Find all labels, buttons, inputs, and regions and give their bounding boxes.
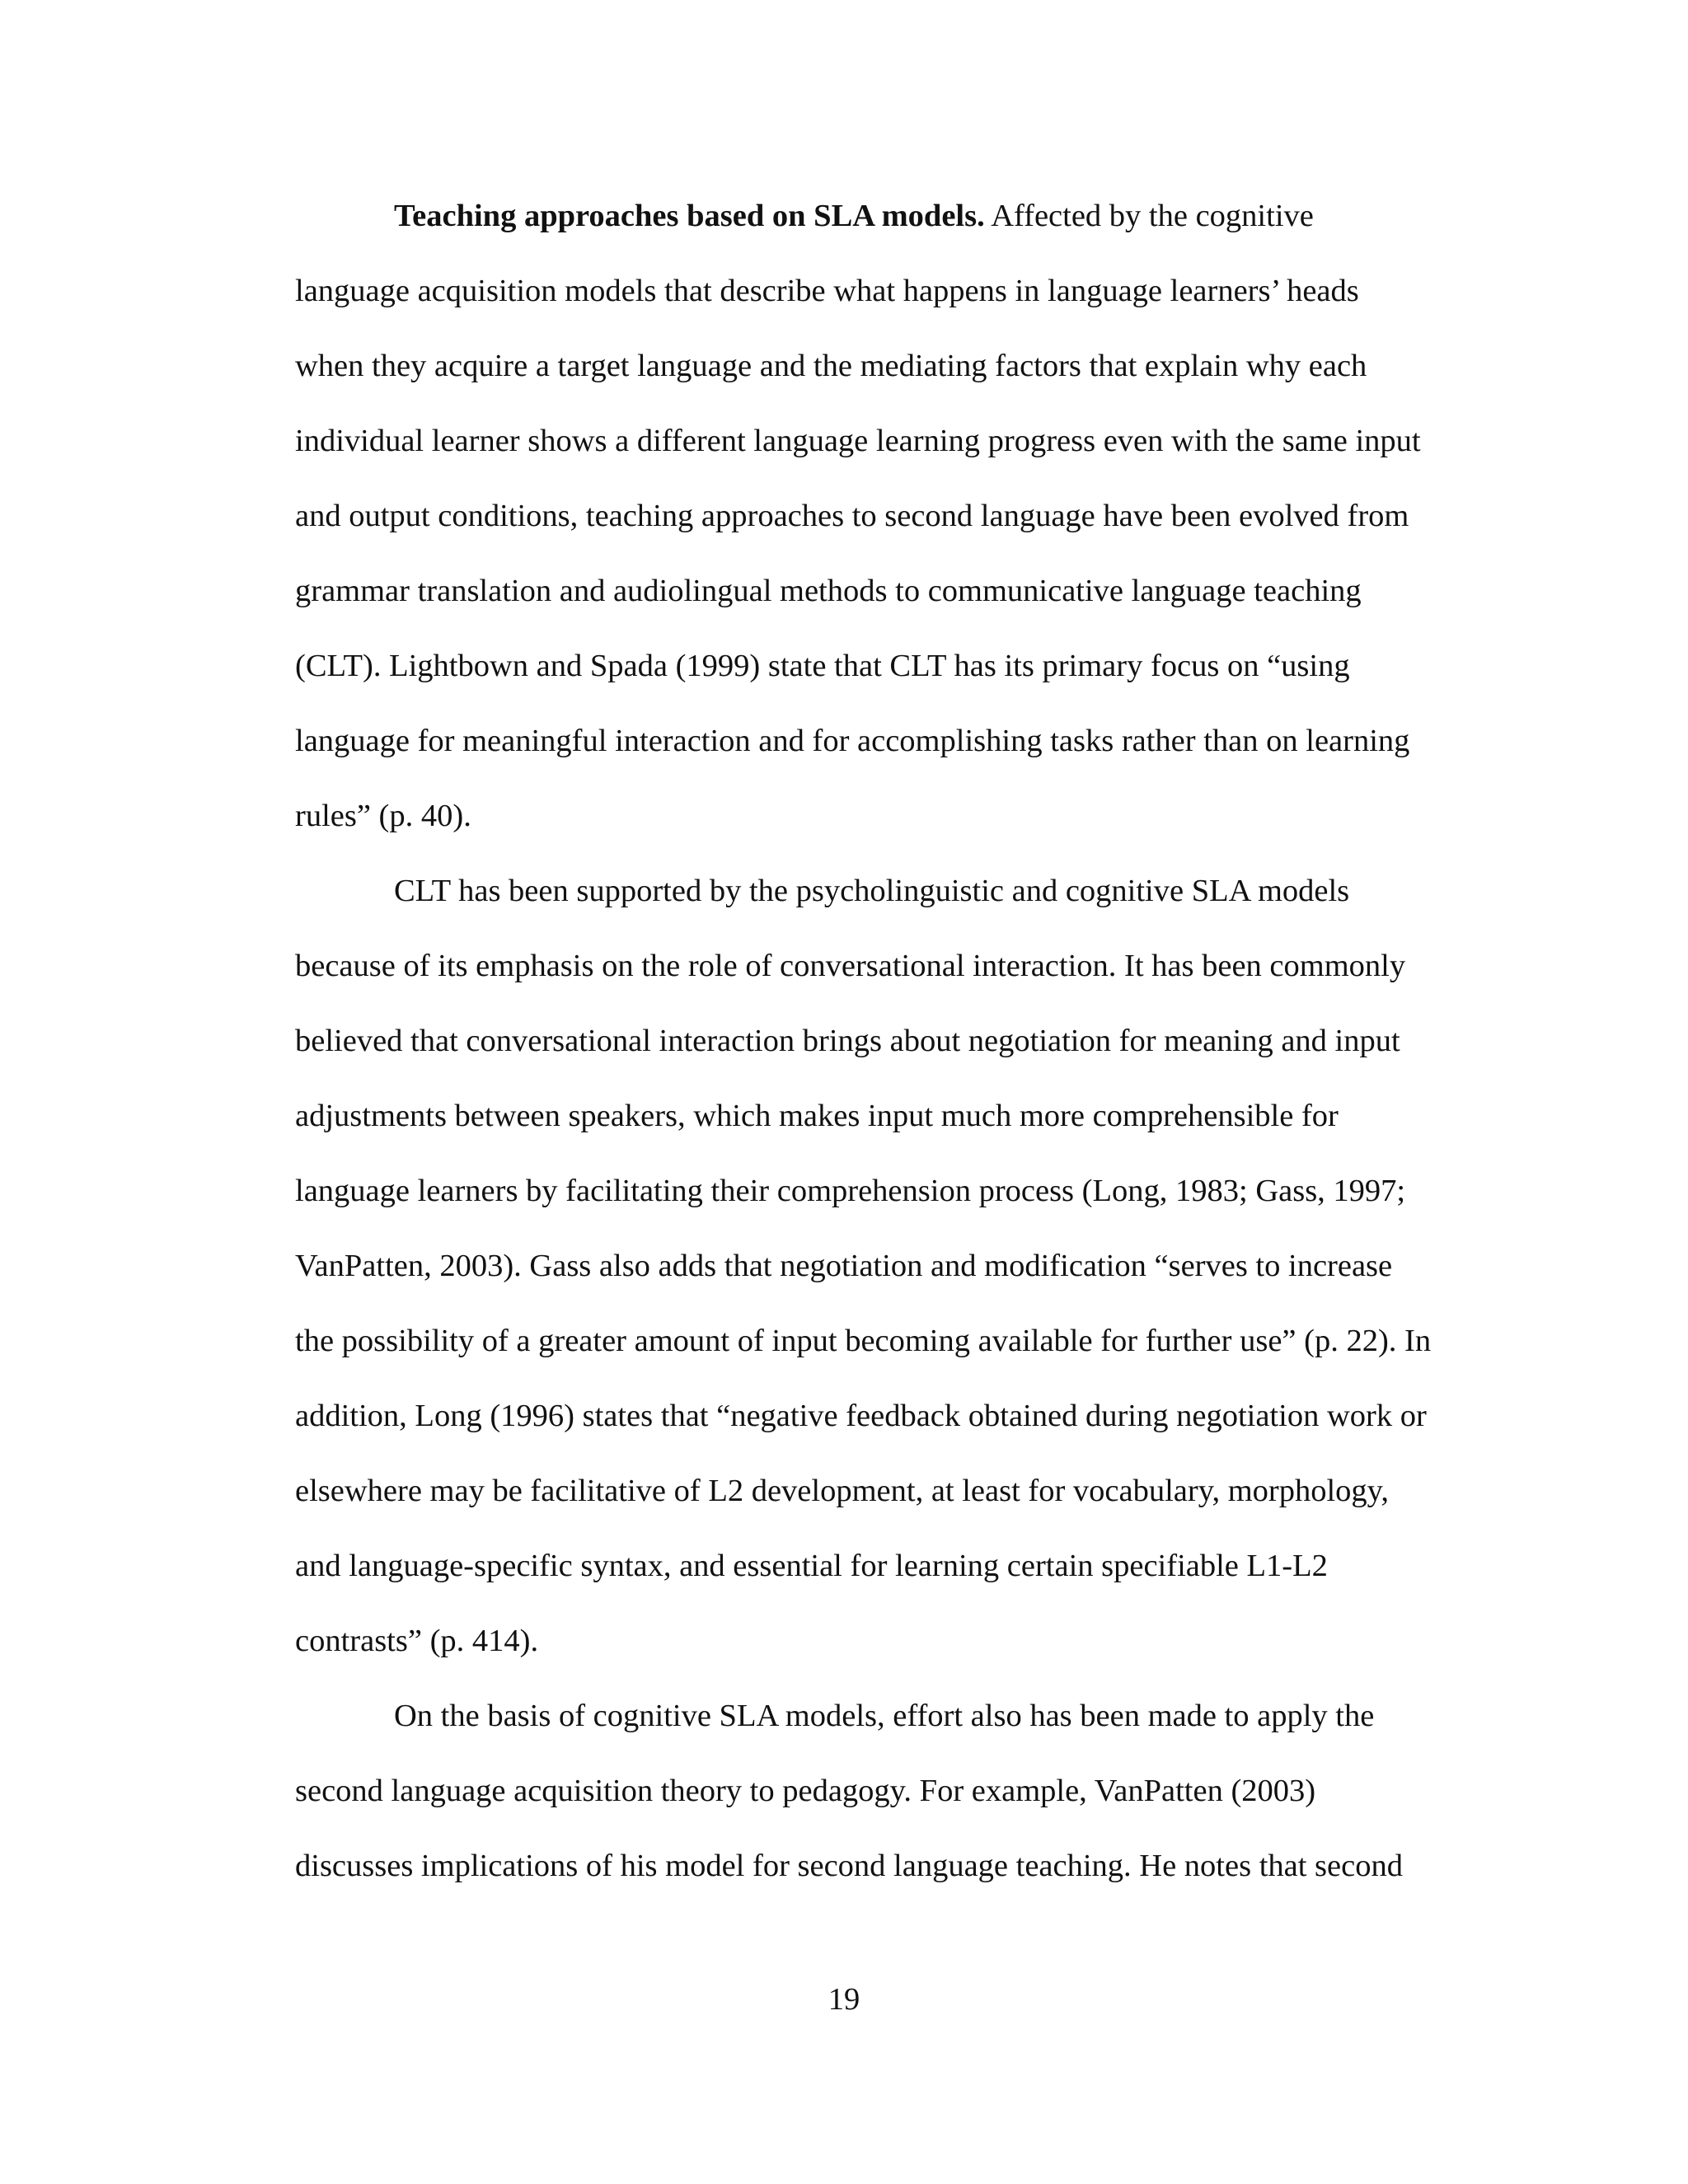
- text-line: contrasts” (p. 414).: [295, 1624, 539, 1658]
- text-line: individual learner shows a different language learning progress even with the same input: [295, 424, 1421, 458]
- text-line: [295, 194, 1465, 269]
- text-line: second language acquisition theory to pedagogy. For example, VanPatten (2003): [295, 1774, 1316, 1808]
- text-line: the possibility of a greater amount of input becoming available for further use” (p. 22). In: [295, 1324, 1432, 1358]
- text-line: grammar translation and audiolingual methods to communicative language teaching: [295, 574, 1362, 608]
- text-line: because of its emphasis on the role of conversational interaction. It has been commonly: [295, 949, 1406, 983]
- text-line: discusses implications of his model for second language teaching. He notes that second: [295, 1849, 1403, 1883]
- paragraph-clt-support: [295, 869, 1465, 1694]
- text-line: rules” (p. 40).: [295, 799, 471, 833]
- paragraph-cognitive-sla-pedagogy: [295, 1694, 1465, 1919]
- text-line: and output conditions, teaching approaches to second language have been evolved from: [295, 499, 1409, 533]
- text-line: adjustments between speakers, which makes input much more comprehensible for: [295, 1099, 1339, 1133]
- text-line: CLT has been supported by the psycholinguistic and cognitive SLA models: [394, 874, 1350, 908]
- text-line: language learners by facilitating their comprehension process (Long, 1983; Gass, 1997;: [295, 1174, 1406, 1208]
- paragraph-heading: Teaching approaches based on SLA models.: [394, 199, 985, 233]
- text-line: and language-specific syntax, and essential for learning certain specifiable L1-L2: [295, 1549, 1328, 1583]
- text-line: (CLT). Lightbown and Spada (1999) state that CLT has its primary focus on “using: [295, 649, 1350, 683]
- text-line: when they acquire a target language and the mediating factors that explain why each: [295, 349, 1367, 383]
- text-line: language acquisition models that describe what happens in language learners’ heads: [295, 274, 1359, 308]
- text-line: language for meaningful interaction and for accomplishing tasks rather than on learning: [295, 724, 1410, 758]
- page-number: 19: [828, 1982, 860, 2017]
- line-text: Affected by the cognitive: [984, 199, 1314, 233]
- body-text: [295, 194, 1465, 1919]
- text-line: addition, Long (1996) states that “negative feedback obtained during negotiation work or: [295, 1399, 1427, 1433]
- text-line: elsewhere may be facilitative of L2 development, at least for vocabulary, morphology,: [295, 1474, 1390, 1508]
- text-line: believed that conversational interaction brings about negotiation for meaning and input: [295, 1024, 1400, 1058]
- text-line: On the basis of cognitive SLA models, effort also has been made to apply the: [394, 1699, 1375, 1733]
- paragraph-teaching-approaches: [295, 194, 1465, 869]
- text-line: VanPatten, 2003). Gass also adds that negotiation and modification “serves to increase: [295, 1249, 1393, 1283]
